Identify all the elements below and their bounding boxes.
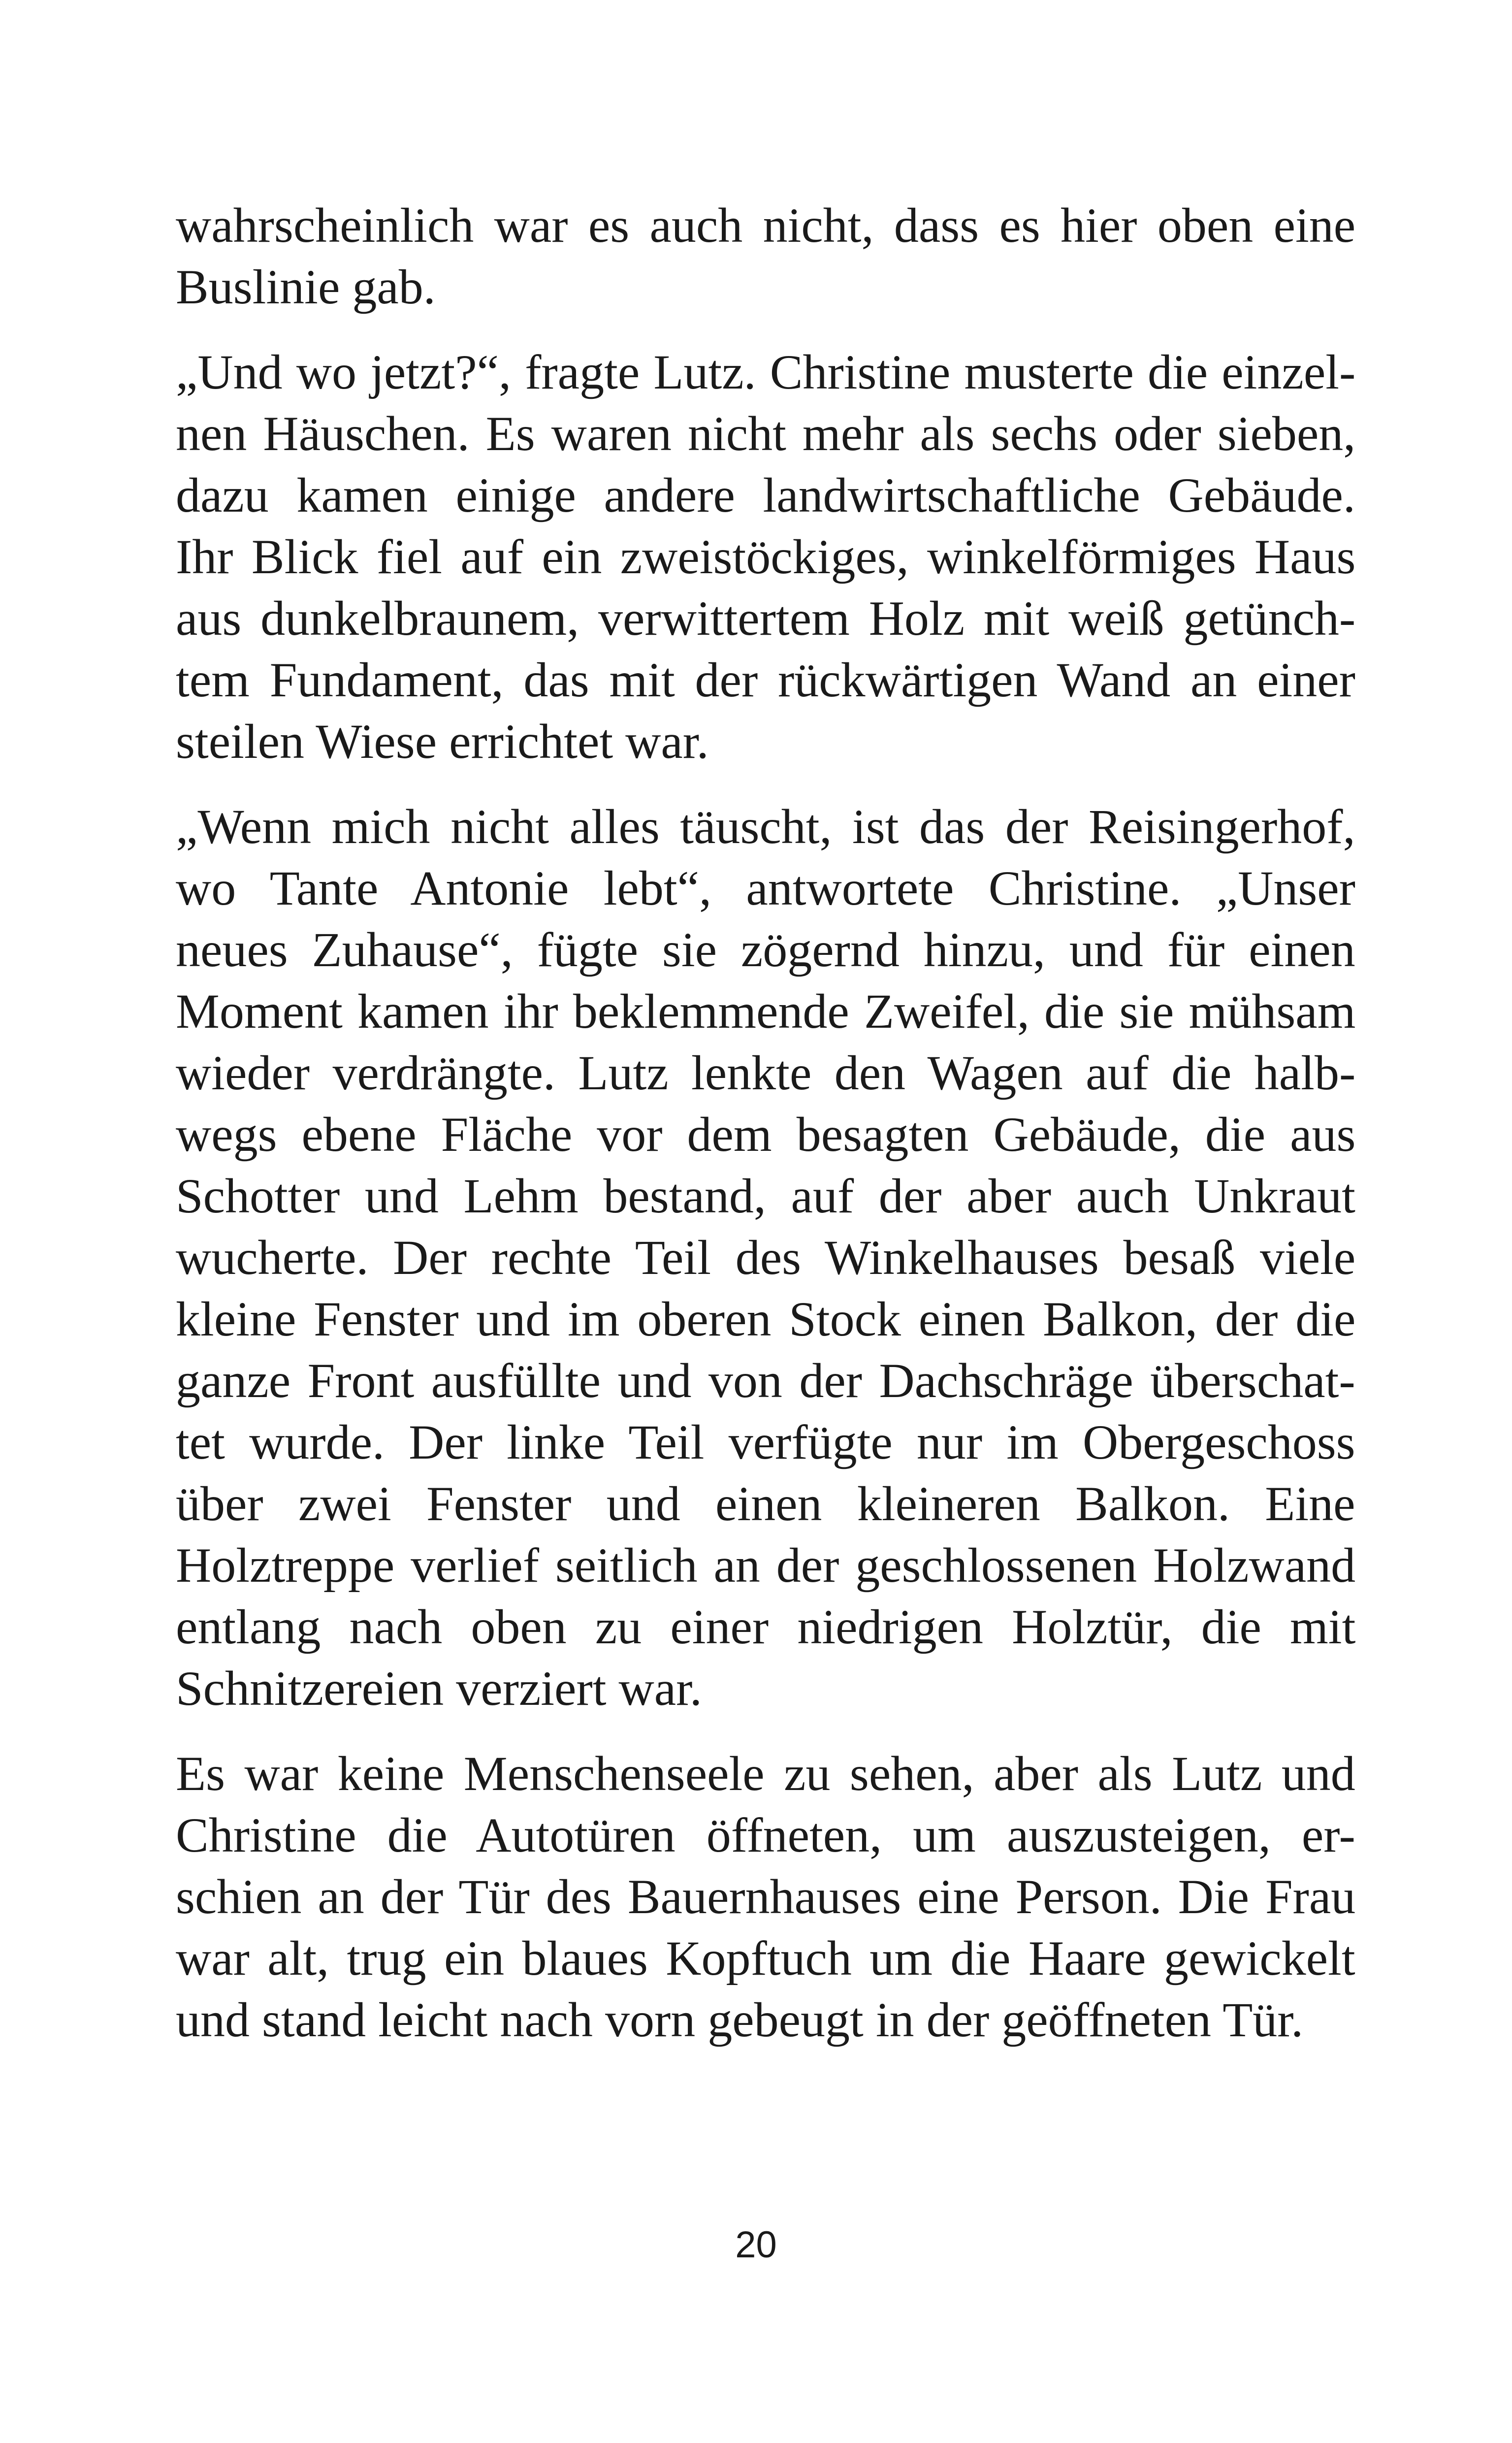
text-line: nen Häuschen. Es waren nicht mehr als sechs oder sieben,: [176, 406, 1356, 461]
paragraph-2: [176, 341, 1355, 772]
page-number: 20: [735, 2224, 777, 2266]
text-line: schien an der Tür des Bauernhauses eine Person. Die Frau: [176, 1869, 1356, 1924]
text-line: Ihr Blick fiel auf ein zweistöckiges, winkelförmiges Haus: [176, 529, 1356, 584]
text-line: Holztreppe verlief seitlich an der geschlossenen Holzwand: [176, 1538, 1356, 1593]
text-line: Es war keine Menschenseele zu sehen, aber als Lutz und: [176, 1746, 1355, 1801]
text-line: entlang nach oben zu einer niedrigen Holztür, die mit: [176, 1599, 1356, 1654]
text-line: steilen Wiese errichtet war.: [176, 714, 709, 769]
text-line: kleine Fenster und im oberen Stock einen Balkon, der die: [176, 1292, 1356, 1346]
text-line: tet wurde. Der linke Teil verfügte nur im Obergeschoss: [176, 1415, 1355, 1469]
text-line: aus dunkelbraunem, verwittertem Holz mit weiß getünch-: [176, 591, 1356, 646]
text-line: und stand leicht nach vorn gebeugt in der geöffneten Tür.: [176, 1992, 1304, 2047]
text-line: Buslinie gab.: [176, 260, 436, 314]
text-line: wo Tante Antonie lebt“, antwortete Christine. „Unser: [176, 861, 1355, 915]
text-line: Schnitzereien verziert war.: [176, 1661, 702, 1716]
text-line: dazu kamen einige andere landwirtschaftliche Gebäude.: [176, 468, 1355, 522]
text-line: wucherte. Der rechte Teil des Winkelhauses besaß viele: [176, 1230, 1356, 1285]
text-line: über zwei Fenster und einen kleineren Balkon. Eine: [176, 1476, 1355, 1531]
text-line: „Und wo jetzt?“, fragte Lutz. Christine musterte die einzel-: [176, 345, 1356, 399]
text-line: wahrscheinlich war es auch nicht, dass es hier oben eine: [176, 198, 1356, 253]
text-line: Christine die Autotüren öffneten, um auszusteigen, er-: [176, 1808, 1355, 1862]
text-line: wegs ebene Fläche vor dem besagten Gebäude, die aus: [176, 1107, 1356, 1162]
text-line: war alt, trug ein blaues Kopftuch um die Haare gewickelt: [176, 1931, 1355, 1986]
text-line: ganze Front ausfüllte und von der Dachschräge überschat-: [176, 1353, 1355, 1408]
paragraph-4: [176, 1743, 1355, 2051]
text-line: tem Fundament, das mit der rückwärtigen Wand an einer: [176, 652, 1355, 707]
text-line: wieder verdrängte. Lutz lenkte den Wagen auf die halb-: [176, 1045, 1356, 1100]
text-line: Moment kamen ihr beklemmende Zweifel, die sie mühsam: [176, 984, 1356, 1039]
text-line: „Wenn mich nicht alles täuscht, ist das der Reisingerhof,: [176, 799, 1355, 854]
body-text: [176, 195, 1355, 2074]
text-line: Schotter und Lehm bestand, auf der aber auch Unkraut: [176, 1169, 1355, 1223]
paragraph-1: [176, 195, 1355, 318]
text-line: neues Zuhause“, fügte sie zögernd hinzu, und für einen: [176, 922, 1355, 977]
paragraph-3: [176, 796, 1355, 1719]
